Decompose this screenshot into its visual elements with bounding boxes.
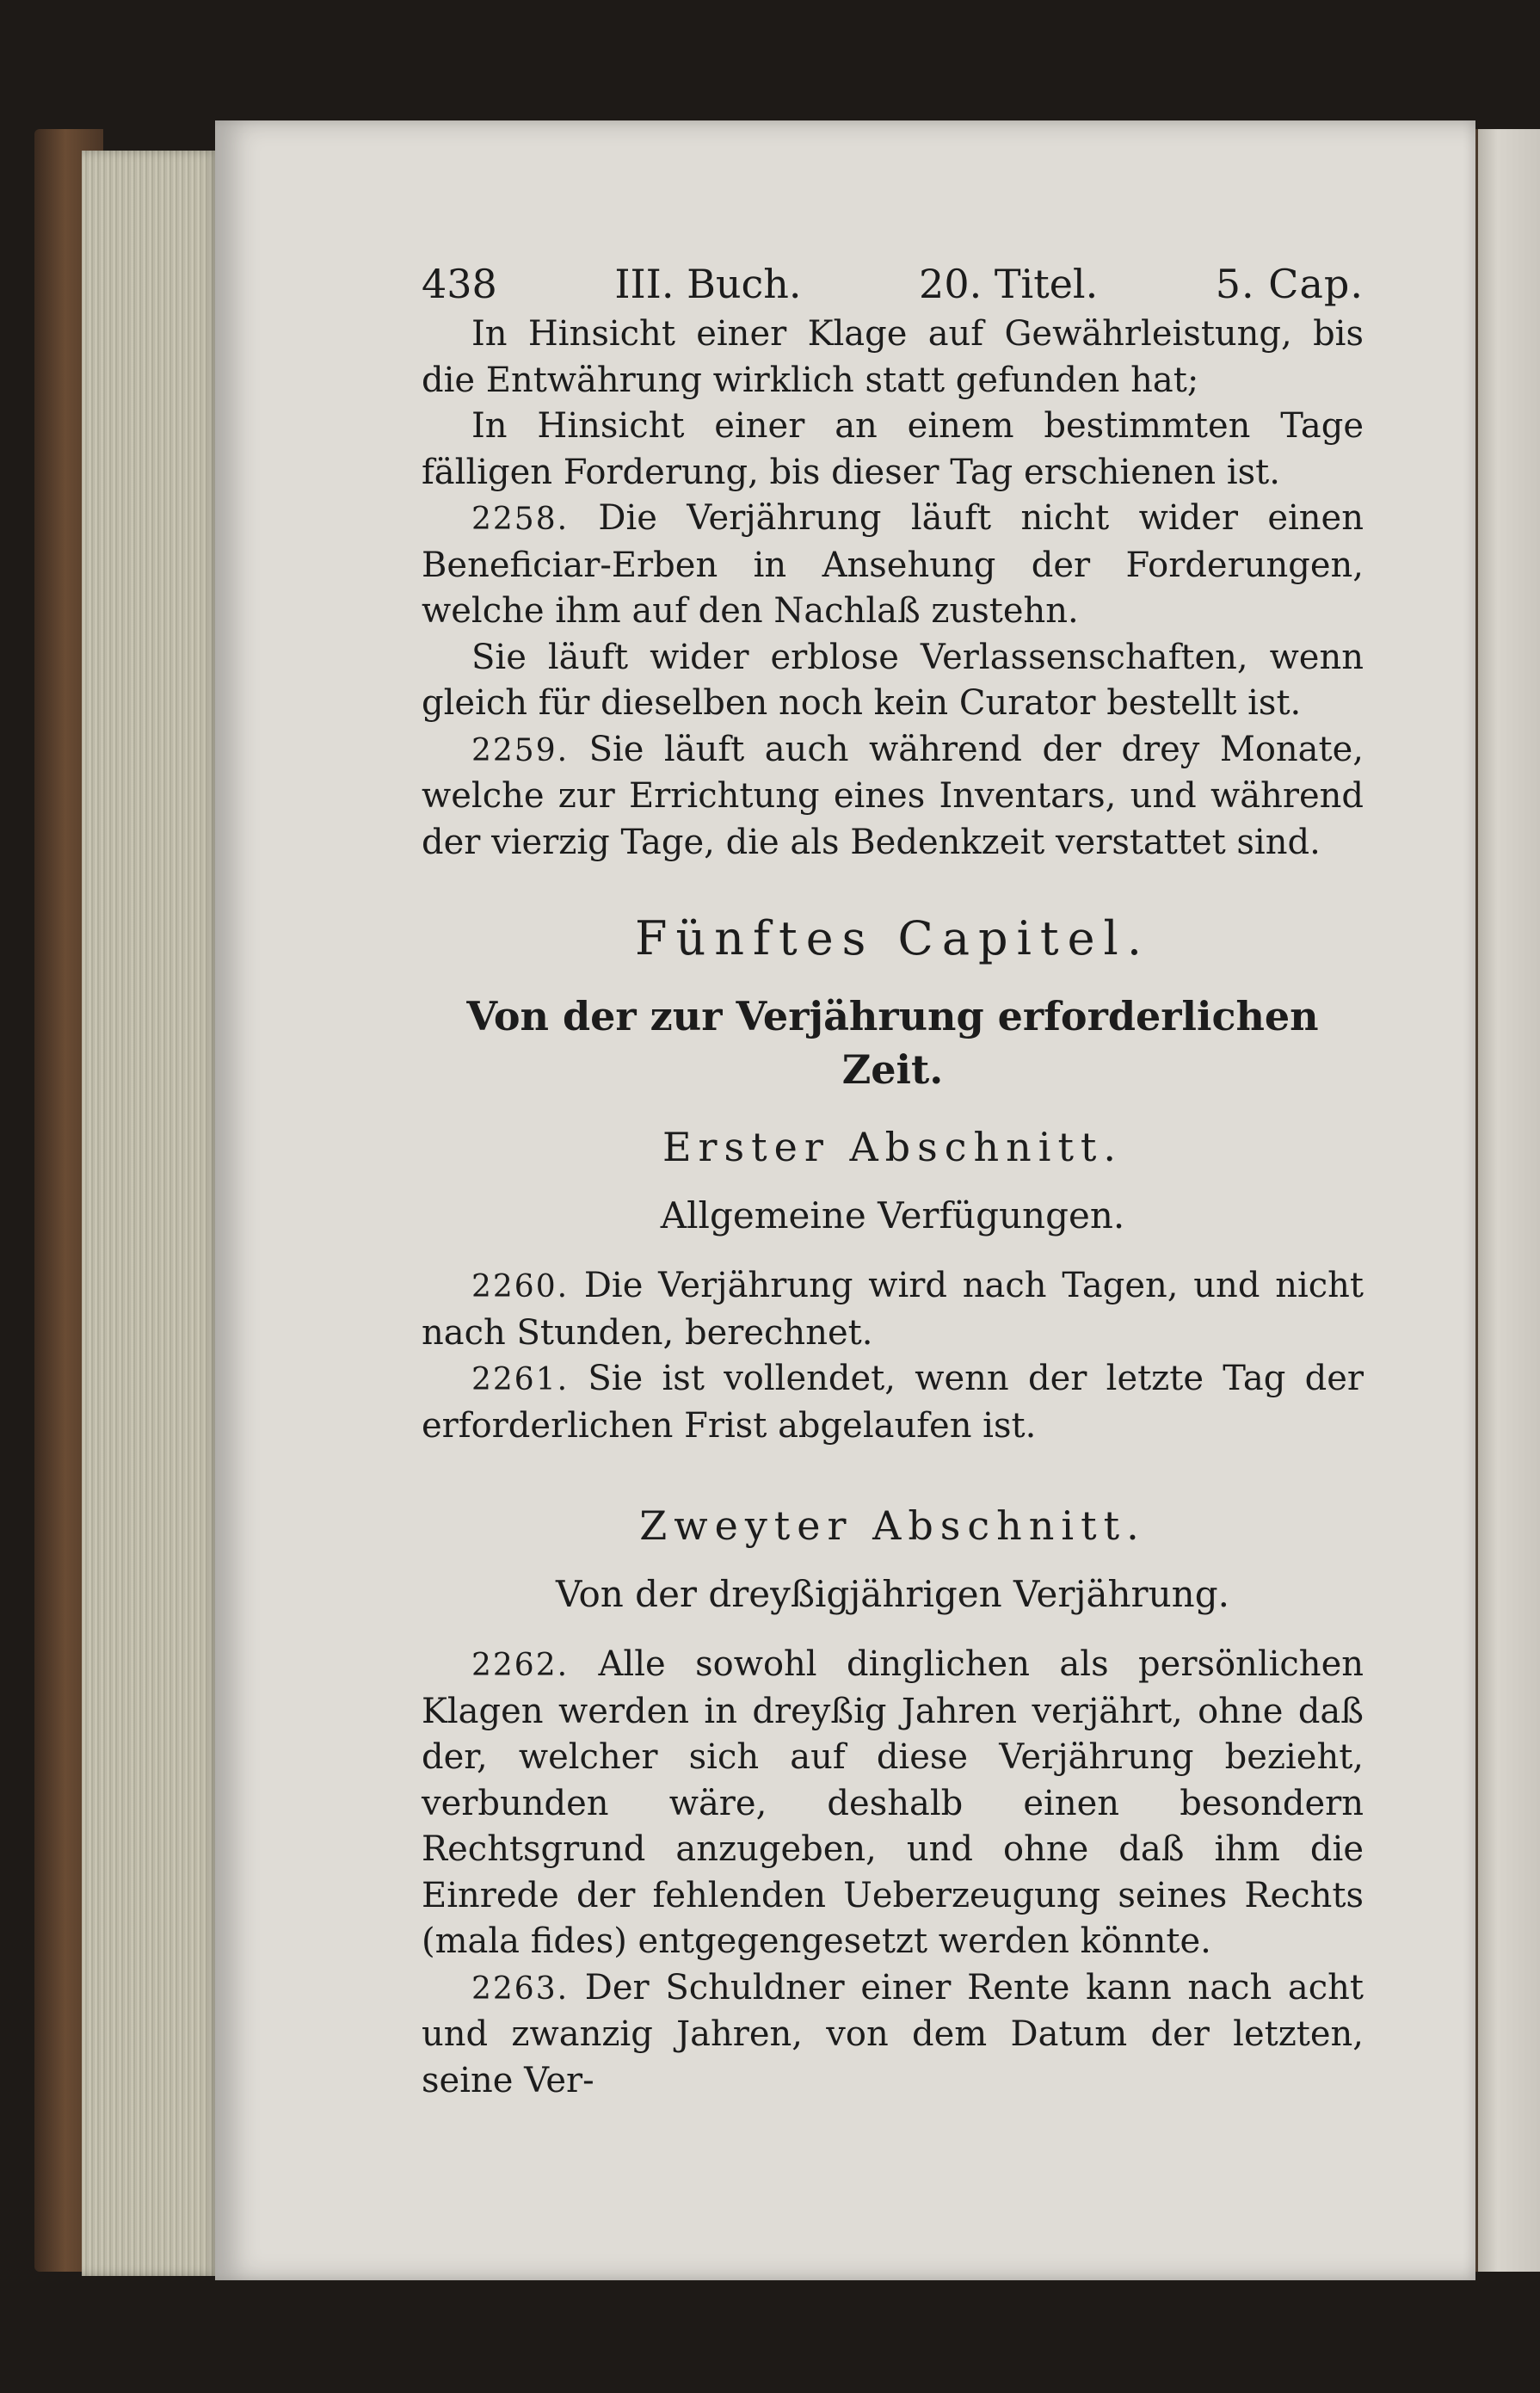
article-2261: [422, 1356, 1364, 1449]
page-text: [422, 258, 1364, 2104]
header-chapter: 5. Cap.: [1215, 261, 1364, 307]
header-book: III. Buch.: [614, 261, 802, 307]
article-text: Sie ist vollendet, wenn der letzte Tag der erforderlichen Frist abgelaufen ist.: [422, 1359, 1364, 1446]
article-text: Die Verjährung läuft nicht wider einen Beneficiar-Erben in Ansehung der Forderungen, welche ihm auf den Nachlaß zustehn.: [422, 498, 1364, 631]
article-number: 2258.: [471, 502, 570, 537]
chapter-title: Fünftes Capitel.: [635, 911, 1150, 965]
chapter-subtitle: Von der zur Verjährung erforderlichen Zeit.: [466, 993, 1319, 1093]
page-edges: [82, 151, 219, 2276]
article-number: 2263.: [471, 1971, 570, 2007]
article-number: 2261.: [471, 1362, 570, 1397]
article-2263: [422, 1965, 1364, 2105]
article-number: 2260.: [471, 1269, 570, 1304]
article-text: Sie läuft auch während der drey Monate, welche zur Errichtung eines Inventars, und während der vierzig Tage, die als Bedenkzeit verstattet sind.: [422, 729, 1364, 862]
article-text: Die Verjährung wird nach Tagen, und nicht nach Stunden, berechnet.: [422, 1266, 1364, 1353]
article-number: 2262.: [471, 1648, 570, 1683]
section-subtitle: Allgemeine Verfügungen.: [660, 1194, 1125, 1237]
header-title: 20. Titel.: [919, 261, 1099, 307]
article-2260: [422, 1263, 1364, 1356]
article-2258: [422, 496, 1364, 635]
running-header: [422, 258, 1364, 310]
paragraph: In Hinsicht einer Klage auf Gewährleistung, bis die Entwährung wirklich statt gefunden hat;: [422, 314, 1364, 400]
article-2262: [422, 1642, 1364, 1965]
article-number: 2259.: [471, 732, 570, 768]
page-number: 438: [422, 261, 497, 307]
paragraph: Sie läuft wider erblose Verlassenschaften, wenn gleich für dieselben noch kein Curator bestellt ist.: [422, 637, 1364, 723]
section-title: Erster Abschnitt.: [662, 1124, 1124, 1170]
facing-page-edge: [1475, 129, 1540, 2272]
article-text: Der Schuldner einer Rente kann nach acht und zwanzig Jahren, von dem Datum der letzten, seine Ver-: [422, 1967, 1364, 2100]
article-text: Alle sowohl dinglichen als persönlichen Klagen werden in dreyßig Jahren verjährt, ohne daß der, welcher sich auf diese Verjährung bezieht, verbunden wäre, deshalb einen besondern Rechtsgrund anzugeben, und ohne daß ihm die Einrede der fehlenden Ueberzeugung seines Rechts (mala fides) entgegengesetzt werden könnte.: [422, 1644, 1364, 1961]
section-subtitle: Von der dreyßigjährigen Verjährung.: [556, 1573, 1229, 1615]
article-2259: [422, 727, 1364, 867]
paragraph: In Hinsicht einer an einem bestimmten Tage fälligen Forderung, bis dieser Tag erschienen ist.: [422, 406, 1364, 492]
section-title: Zweyter Abschnitt.: [639, 1502, 1146, 1549]
